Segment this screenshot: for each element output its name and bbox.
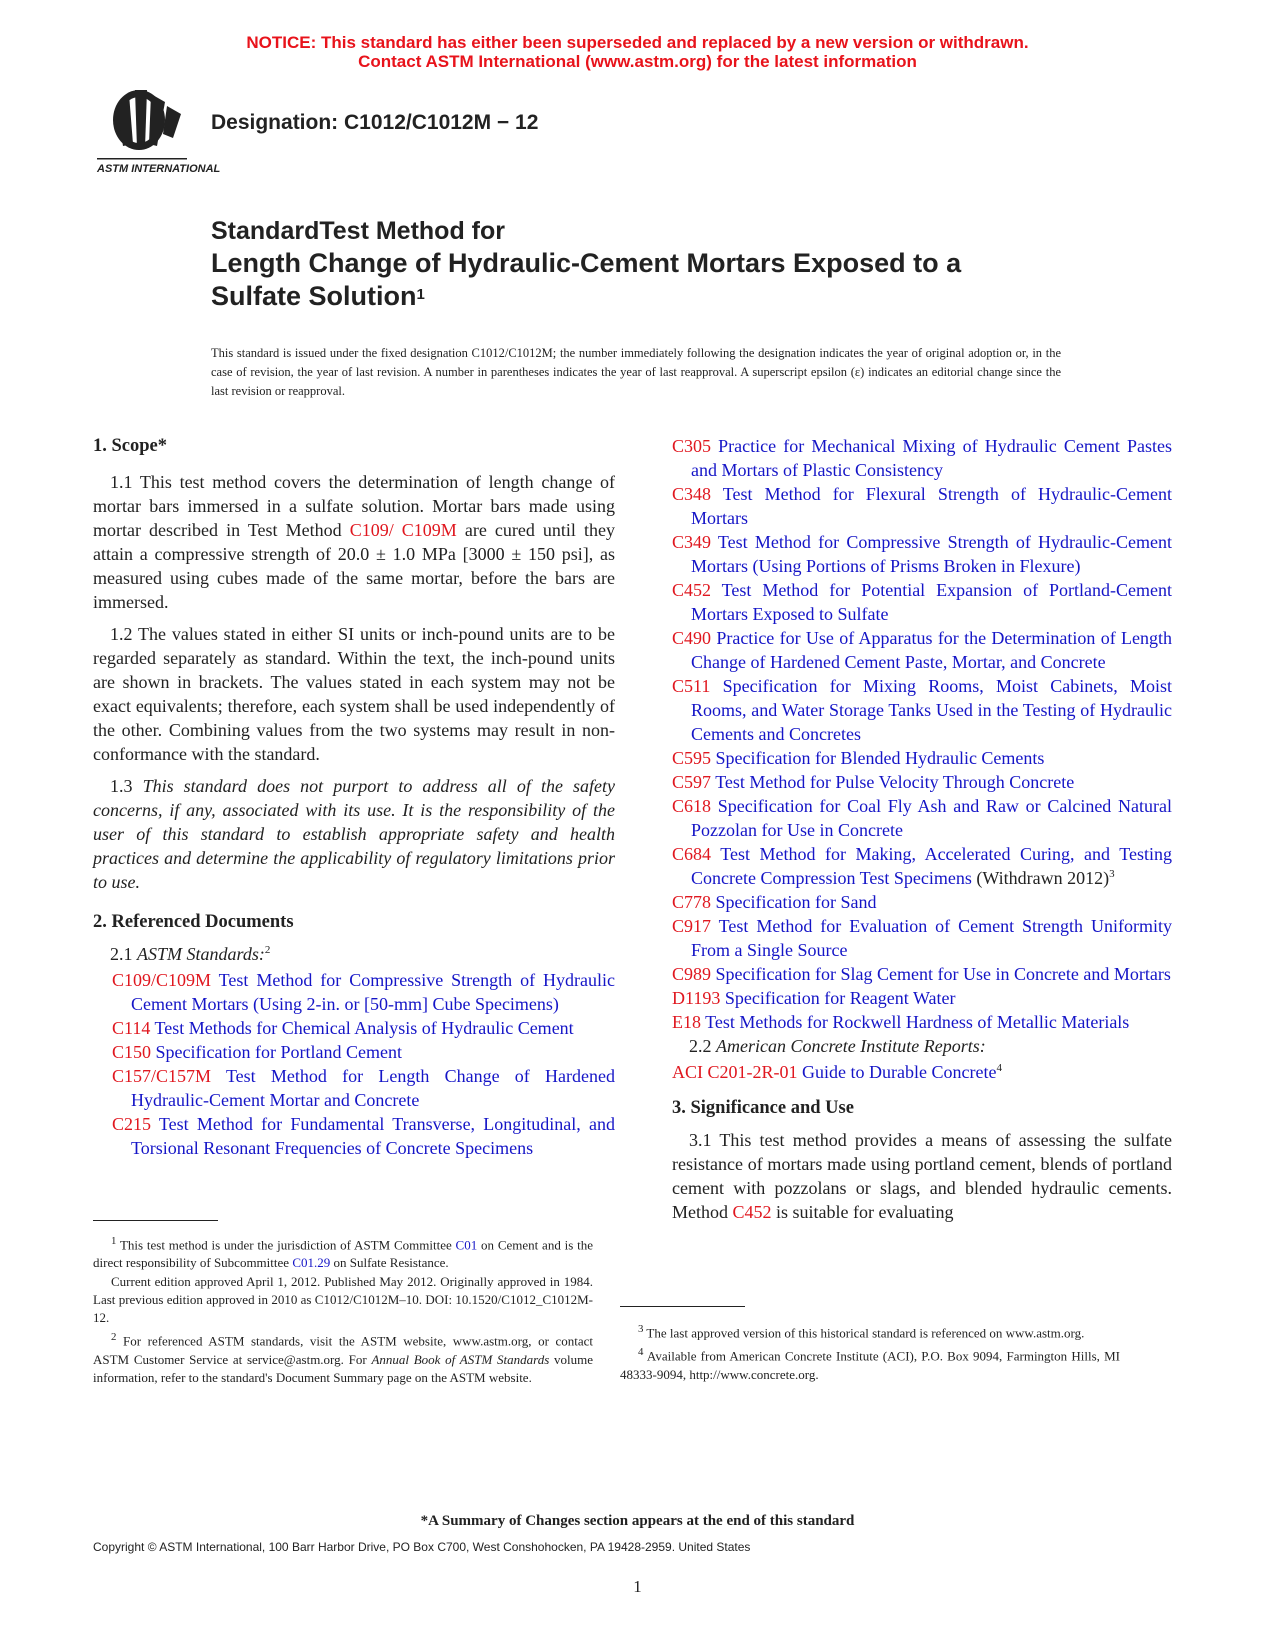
link-c452[interactable]: C452 [732,1202,772,1222]
document-title [211,216,961,313]
significance-heading: 3. Significance and Use [672,1098,854,1118]
reference-item[interactable]: C109/C109M Test Method for Compressive Strength of Hydraulic Cement Mortars (Using 2-in. or [50-mm] Cube Specimens) [112,970,615,1014]
significance-paragraph-1: 3.1 This test method provides a means of assessing the sulfate resistance of mortars made using portland cement, blends of portland cement with pozzolans or slags, and blended hydraulic cements. Method C452 is suitable for evaluating [672,1130,1172,1222]
astm-logo-icon [95,84,221,176]
reference-item[interactable]: C511 Specification for Mixing Rooms, Moist Cabinets, Moist Rooms, and Water Storage Tanks Used in the Testing of Hydraulic Cements and Concretes [672,676,1172,744]
reference-item[interactable]: C157/C157M Test Method for Length Change of Hardened Hydraulic-Cement Mortar and Concrete [112,1066,615,1110]
copyright-line: Copyright © ASTM International, 100 Barr Harbor Drive, PO Box C700, West Conshohocken, PA 19428-2959. United States [93,1540,751,1554]
reference-item[interactable]: D1193 Specification for Reagent Water [672,988,956,1008]
link-c01-29[interactable]: C01.29 [292,1255,331,1271]
scope-paragraph-1: 1.1 This test method covers the determination of length change of mortar bars immersed in a sulfate solution. Mortar bars made using mortar described in Test Method C109/ C109M are cured until they attain a compressive strength of 20.0 ± 1.0 MPa [3000 ± 150 psi], as measured using cubes made of the same mortar, before the bars are immersed. [93,472,615,612]
reference-item[interactable]: C150 Specification for Portland Cement [112,1042,402,1062]
reference-item[interactable]: C305 Practice for Mechanical Mixing of Hydraulic Cement Pastes and Mortars of Plastic Consistency [672,436,1172,480]
left-column [93,434,615,1160]
reference-item-aci[interactable]: ACI C201-2R-01 Guide to Durable Concrete$^4$ [672,1062,1002,1082]
title-line-2: Length Change of Hydraulic-Cement Mortars Exposed to a [211,248,962,278]
refdocs-sub-2-2: 2.2 American Concrete Institute Reports: [689,1036,986,1056]
reference-item[interactable]: C348 Test Method for Flexural Strength of Hydraulic-Cement Mortars [672,484,1172,528]
reference-item[interactable]: C114 Test Methods for Chemical Analysis of Hydraulic Cement [112,1018,574,1038]
page-number: 1 [633,1577,642,1596]
footnote-2: $^2$ For referenced ASTM standards, visit the ASTM website, www.astm.org, or contact ASTM Customer Service at service@astm.org. For Annual Book of ASTM Standards volume information, refer to the standard's Document Summary page on the ASTM website. [93,1331,593,1385]
reference-item[interactable]: C778 Specification for Sand [672,892,877,912]
reference-item[interactable]: C215 Test Method for Fundamental Transverse, Longitudinal, and Torsional Resonant Frequencies of Concrete Specimens [112,1114,615,1158]
refdocs-sub-2-1: 2.1 ASTM Standards:$^2$ [110,944,271,964]
reference-item[interactable]: C595 Specification for Blended Hydraulic Cements [672,748,1045,768]
footnote-1-edition: Current edition approved April 1, 2012. Published May 2012. Originally approved in 1984. Last previous edition approved in 2010 as C1012/C1012M–10. DOI: 10.1520/C1012_C1012M-12. [93,1274,593,1326]
link-c109[interactable]: C109/ C109M [349,520,457,540]
refdocs-heading: 2. Referenced Documents [93,912,294,932]
scope-heading: 1. Scope* [93,436,167,456]
reference-item[interactable]: C349 Test Method for Compressive Strength of Hydraulic-Cement Mortars (Using Portions of Prisms Broken in Flexure) [672,532,1172,576]
reference-item[interactable]: E18 Test Methods for Rockwell Hardness of Metallic Materials [672,1012,1130,1032]
footnotes-left [93,1232,593,1388]
scope-paragraph-3: 1.3 This standard does not purport to address all of the safety concerns, if any, associated with its use. It is the responsibility of the user of this standard to establish appropriate safety and health practices and determine the applicability of regulatory limitations prior to use. [93,776,615,892]
title-line-3: Sulfate Solution$^1$ [211,281,425,311]
reference-item[interactable]: C917 Test Method for Evaluation of Cement Strength Uniformity From a Single Source [672,916,1172,960]
right-column [672,434,1172,1232]
footnote-1: $^1$ This test method is under the jurisdiction of ASTM Committee C01 on Cement and is the direct responsibility of Subcommittee C01.29 on Sulfate Resistance. [93,1235,593,1271]
issued-statement: This standard is issued under the fixed designation C1012/C1012M; the number immediately following the designation indicates the year of original adoption or, in the case of revision, the year of last revision. A number in parentheses indicates the year of last reapproval. A superscript epsilon (ε) indicates an editorial change since the last revision or reapproval. [211,346,1061,398]
footnote-3: $^3$ The last approved version of this historical standard is referenced on www.astm.org. [638,1323,1085,1341]
footnotes-right [620,1320,1120,1385]
logo-text: ASTM INTERNATIONAL [97,163,221,175]
reference-item[interactable]: C597 Test Method for Pulse Velocity Through Concrete [672,772,1075,792]
notice-line-2: Contact ASTM International (www.astm.org) for the latest information [358,52,917,71]
summary-of-changes-note: *A Summary of Changes section appears at the end of this standard [420,1513,855,1529]
reference-item[interactable]: C490 Practice for Use of Apparatus for the Determination of Length Change of Hardened Cement Paste, Mortar, and Concrete [672,628,1172,672]
footnote-rule-right [620,1306,745,1307]
title-line-1: StandardTest Method for [211,217,505,245]
title-footnote-ref[interactable]: 1 [416,286,425,303]
footnote-4: $^4$ Available from American Concrete Institute (ACI), P.O. Box 9094, Farmington Hills, MI 48333-9094, http://www.concrete.org. [620,1346,1120,1382]
designation: Designation: C1012/C1012M − 12 [211,111,539,134]
reference-item-c684[interactable]: C684 Test Method for Making, Accelerated Curing, and Testing Concrete Compression Test Specimens (Withdrawn 2012)$^3$ [672,844,1172,888]
reference-item[interactable]: C989 Specification for Slag Cement for Use in Concrete and Mortars [672,964,1171,984]
notice-line-1: NOTICE: This standard has either been superseded and replaced by a new version or withdrawn. [246,33,1029,52]
scope-paragraph-2: 1.2 The values stated in either SI units or inch-pound units are to be regarded separately as standard. Within the text, the inch-pound units are shown in brackets. The values stated in each system may not be exact equivalents; therefore, each system shall be used independently of the other. Combining values from the two systems may result in non-conformance with the standard. [93,624,615,764]
notice-banner [0,33,1275,71]
reference-item[interactable]: C618 Specification for Coal Fly Ash and Raw or Calcined Natural Pozzolan for Use in Concrete [672,796,1172,840]
link-c01[interactable]: C01 [455,1237,478,1253]
reference-item[interactable]: C452 Test Method for Potential Expansion of Portland-Cement Mortars Exposed to Sulfate [672,580,1172,624]
footnote-rule-left [93,1220,218,1221]
